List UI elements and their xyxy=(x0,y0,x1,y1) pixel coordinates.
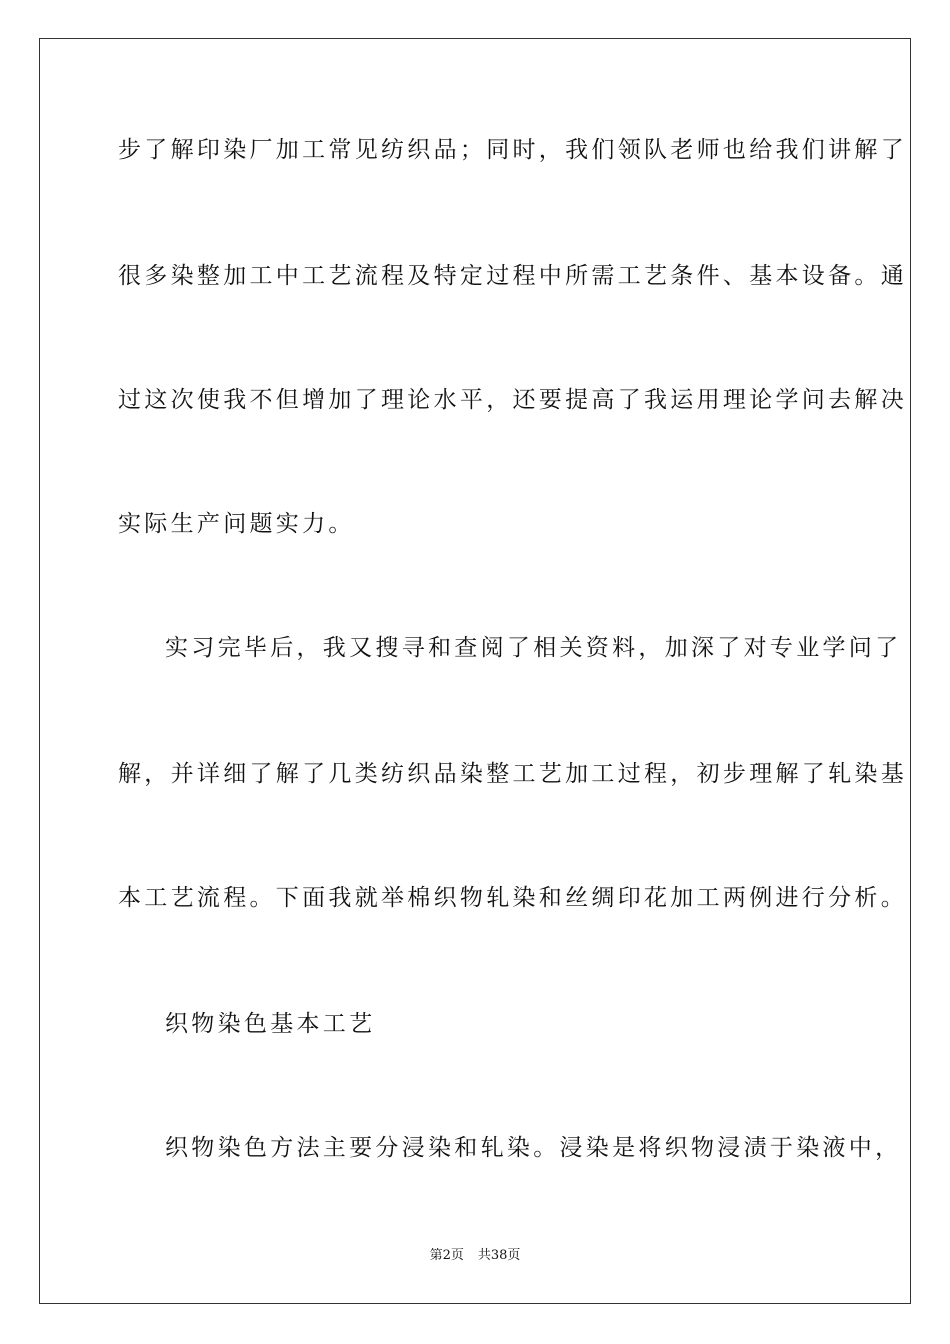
page-footer xyxy=(0,1248,950,1264)
section-heading: 织物染色基本工艺 xyxy=(165,1011,376,1037)
body-text-line: 本工艺流程。下面我就举棉织物轧染和丝绸印花加工两例进行分析。 xyxy=(118,885,907,911)
body-text-line: 很多染整加工中工艺流程及特定过程中所需工艺条件、基本设备。通 xyxy=(118,263,907,289)
page-number: 第2页 xyxy=(429,1248,464,1263)
page-border xyxy=(39,38,911,1304)
page-total: 共38页 xyxy=(477,1248,521,1263)
body-text-line: 解，并详细了解了几类纺织品染整工艺加工过程，初步理解了轧染基 xyxy=(118,761,907,787)
body-text-line: 过这次使我不但增加了理论水平，还要提高了我运用理论学问去解决 xyxy=(118,387,907,413)
paragraph-first-line: 实习完毕后，我又搜寻和查阅了相关资料，加深了对专业学问了 xyxy=(165,635,902,661)
body-text-line: 实际生产问题实力。 xyxy=(118,511,355,537)
paragraph-first-line: 织物染色方法主要分浸染和轧染。浸染是将织物浸渍于染液中， xyxy=(165,1135,902,1161)
body-text-line: 步了解印染厂加工常见纺织品；同时，我们领队老师也给我们讲解了 xyxy=(118,137,907,163)
